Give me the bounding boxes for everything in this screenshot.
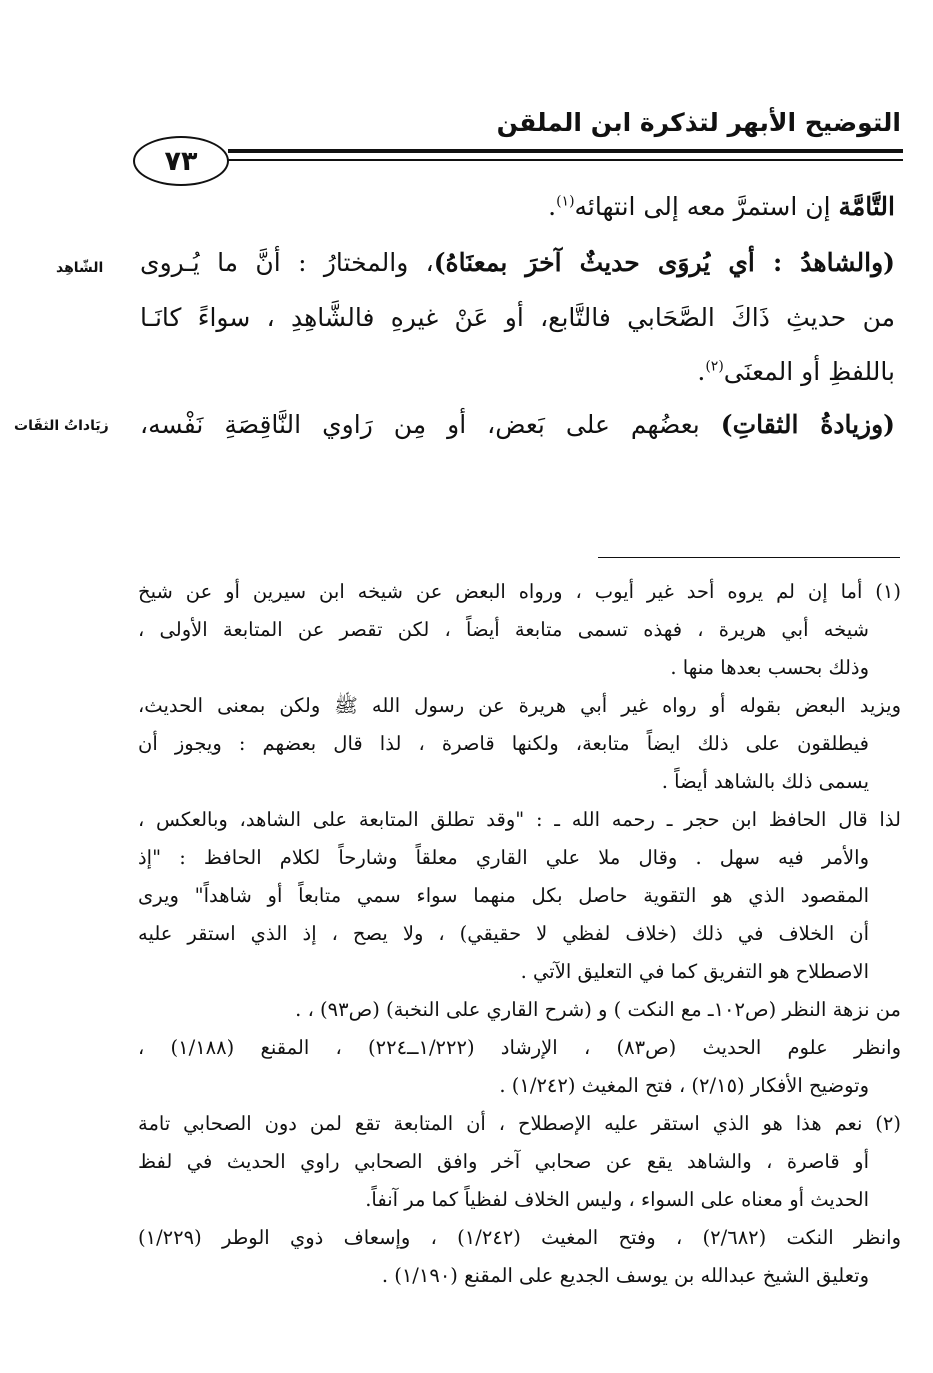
footnote-1-line-3: وذلك بحسب بعدها منها . <box>670 656 869 679</box>
main-line-2-text: ، والمختارُ : أنَّ ما يُـروى <box>140 248 434 277</box>
footnote-2-line-1: (٢) نعم هذا هو الذي استقر عليه الإصطلاح ، أن المتابعة تقع لمن دون الصحابي تامة <box>138 1112 901 1135</box>
footnote-separator <box>598 557 900 558</box>
footnote-1-line-7: لذا قال الحافظ ابن حجر ـ رحمه الله ـ : "وقد تطلق المتابعة على الشاهد، وبالعكس ، <box>138 808 901 831</box>
footnote-1-line-9: المقصود الذي هو التقوية حاصل بكل منهما سواء سمي متابعاً أو شاهداً" ويرى <box>138 884 869 907</box>
main-line-4 <box>697 357 895 386</box>
main-line-1-text: إن استمرَّ معه إلى انتهائه <box>574 192 839 221</box>
main-line-5-bold: (وزيادةُ الثقاتِ) <box>720 410 896 439</box>
main-line-3: من حديثِ ذَاكَ الصَّحَابي فالتَّابع، أو عَنْ غيرهِ فالشَّاهِدِ ، سواءً كانَـا <box>140 303 895 332</box>
footnote-1-line-2: شيخه أبي هريرة ، فهذه تسمى متابعة أيضاً ، لكن تقصر عن المتابعة الأولى ، <box>138 618 869 641</box>
main-line-4-text: باللفظِ أو المعنَى <box>723 357 895 386</box>
main-line-1-bold: التَّامَّة <box>838 192 895 221</box>
main-line-5-text: بعضُهم على بَعض، أو مِن رَاوي النَّاقِصَةِ نَفْسه، <box>140 410 721 439</box>
main-line-1-end: . <box>548 192 557 221</box>
footnote-ref-1: (١) <box>556 193 575 210</box>
margin-note-shahid: الشّاهِد <box>56 260 104 276</box>
main-line-4-end: . <box>697 357 706 386</box>
book-title: التوضيح الأبهر لتذكرة ابن الملقن <box>496 108 901 137</box>
footnote-1-line-4: ويزيد البعض بقوله أو رواه غير أبي هريرة عن رسول الله ﷺ ولكن بمعنى الحديث، <box>138 694 901 717</box>
footnote-ref-2: (٢) <box>705 358 724 375</box>
main-line-1 <box>548 192 895 221</box>
footnote-2-line-5: وتعليق الشيخ عبدالله بن يوسف الجديع على المقنع (١/١٩٠) . <box>381 1264 869 1287</box>
footnote-2-line-3: الحديث أو معناه على السواء ، وليس الخلاف لفظياً كما مر آنفاً. <box>365 1188 869 1211</box>
footnote-2-line-4: وانظر النكت (٢/٦٨٢) ، وفتح المغيث (١/٢٤٢) ، وإسعاف ذوي الوطر (١/٢٢٩) <box>138 1226 901 1249</box>
footnote-1-line-8: والأمر فيه سهل . وقال ملا علي القاري معلقاً وشارحاً لكلام الحافظ : "إذ <box>138 846 869 869</box>
main-line-2-bold: (والشاهدُ : أي يُروَى حديثٌ آخرَ بمعنَاهُ) <box>433 248 895 277</box>
footnote-1-line-5: فيطلقون على ذلك ايضاً متابعة، ولكنها قاصرة ، لذا قال بعضهم : ويجوز أن <box>138 732 869 755</box>
header-rule-thin <box>228 159 903 161</box>
footnote-1-line-13: وانظر علوم الحديث (ص٨٣) ، الإرشاد (١/٢٢٢ــ٢٢٤) ، المقنع (١/١٨٨) ، <box>138 1036 901 1059</box>
footnote-1-line-14: وتوضيح الأفكار (٢/١٥) ، فتح المغيث (١/٢٤٢) . <box>499 1074 869 1097</box>
page-number: ٧٣ <box>133 136 229 186</box>
footnote-1-line-12: من نزهة النظر (ص١٠٢ـ مع النكت ) و (شرح القاري على النخبة) (ص٩٣) ، . <box>295 998 901 1021</box>
footnote-2-line-2: أو قاصرة ، والشاهد يقع عن صحابي آخر وافق الصحابي راوي الحديث في لفظ <box>138 1150 869 1173</box>
footnote-1-line-1: (١) أما إن لم يروه أحد غير أيوب ، ورواه البعض عن شيخه ابن سيرين أو عن شيخ <box>138 580 901 603</box>
main-line-5 <box>140 410 895 439</box>
margin-note-ziyadat: زيَاداتُ الثقَات <box>14 418 109 434</box>
header-rule-thick <box>228 149 903 153</box>
footnote-1-line-11: الاصطلاح هو التفريق كما في التعليق الآتي . <box>520 960 869 983</box>
main-line-2 <box>140 248 895 277</box>
footnote-1-line-6: يسمى ذلك بالشاهد أيضاً . <box>661 770 869 793</box>
footnote-1-line-10: أن الخلاف في ذلك (خلاف لفظي لا حقيقي) ، ولا يصح ، إذ الذي استقر عليه <box>138 922 869 945</box>
